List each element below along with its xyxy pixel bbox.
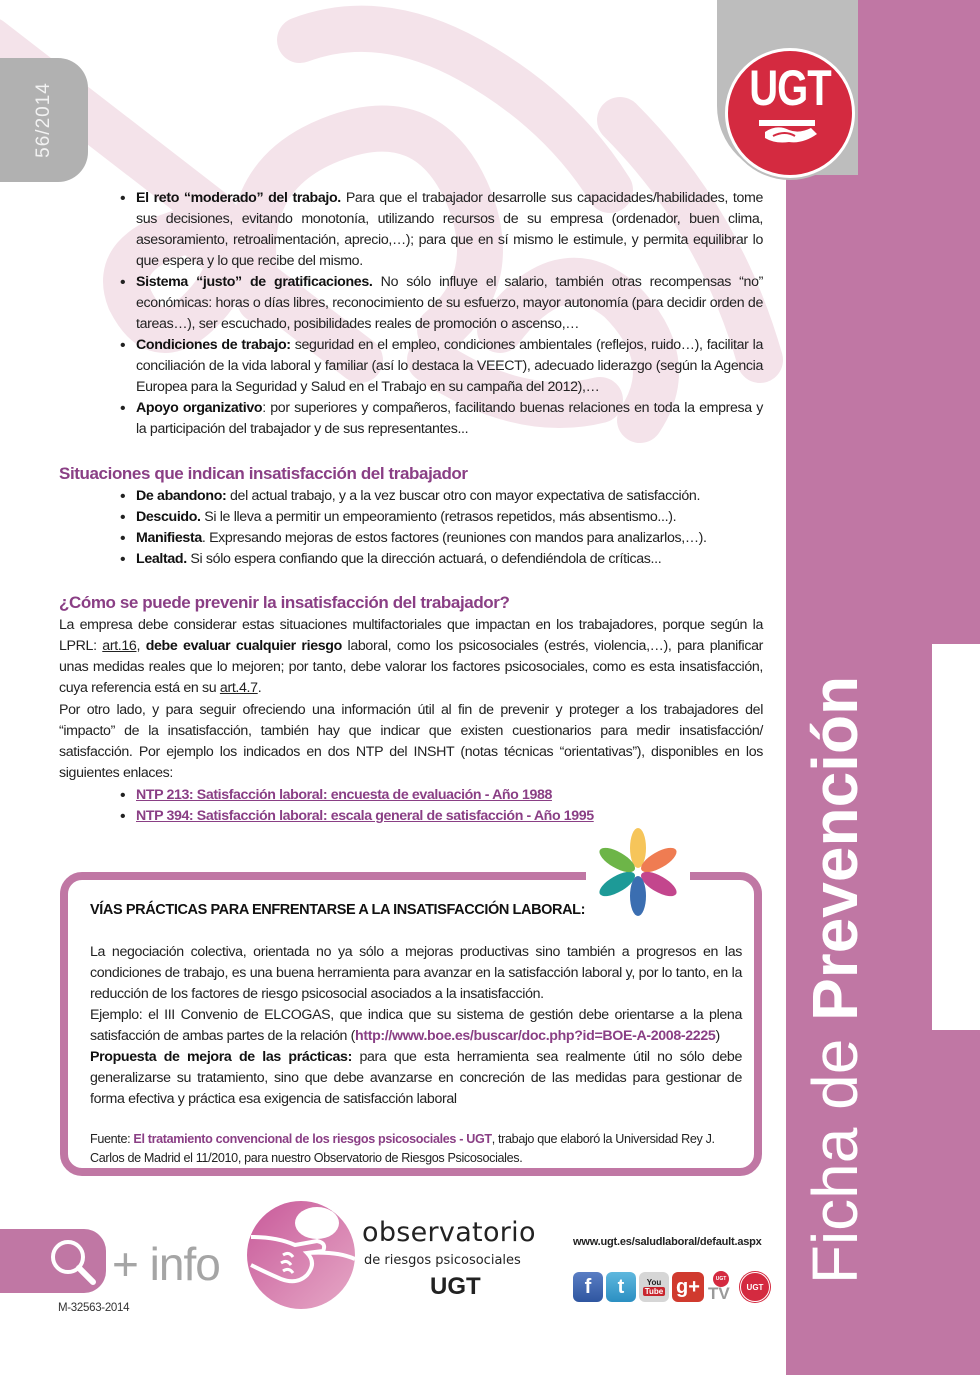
art47-link[interactable]: art.4.7 — [219, 680, 258, 696]
ntp-394-link[interactable]: NTP 394: Satisfacción laboral: escala general de satisfacción - Año 1995 — [136, 808, 594, 824]
document-type-title — [790, 640, 880, 1320]
box-body: La negociación colectiva, orientada no ya sólo a mejoras productivas sino también a progresos en las condiciones de trabajo, es una buena herramienta para avanzar en la satisfacción laboral y, por lo tanto, en la reducción de los factores de riesgo psicosocial asociados a la insatisfacción. Ejemplo: el III Convenio de ELCOGAS, que indica que su sistema de gestión debe orientarse a la plena satisfacción de ambas partes de la relación (http://www.boe.es/buscar/doc.php?id=BOE-A-2008-2225) Propuesta de mejora de las prácticas: para que esta herramienta sea realmente útil no sólo debe generalizarse su tratamiento, sino que debe avanzarse en concreción de las medidas para gestionar de forma efectiva y práctica esa exigencia de satisfacción laboral — [90, 944, 742, 1107]
box-title: VÍAS PRÁCTICAS PARA ENFRENTARSE A LA INSATISFACCIÓN LABORAL: — [90, 902, 586, 918]
facebook-icon[interactable]: f — [573, 1272, 603, 1302]
twitter-icon[interactable]: t — [606, 1272, 636, 1302]
list-item: • Lealtad. Si sólo espera confiando que la dirección actuará, o defendiéndola de críticas... — [118, 549, 763, 570]
list-item: • Apoyo organizativo: por superiores y compañeros, facilitando buenas relaciones en toda la empresa y la participación del trabajador y de sus representantes... — [118, 398, 763, 440]
ntp-links — [118, 785, 638, 827]
art16-link[interactable]: art.16 — [102, 638, 137, 654]
ugt-tv-icon[interactable]: UGT TV — [707, 1271, 737, 1303]
handshake-icon — [755, 114, 825, 148]
ntp-213-link[interactable]: NTP 213: Satisfacción laboral: encuesta de evaluación - Año 1988 — [136, 787, 552, 803]
issue-number: 56/2014 — [33, 82, 54, 158]
social-links — [573, 1271, 770, 1303]
website-link[interactable]: www.ugt.es/saludlaboral/default.aspx — [573, 1236, 762, 1248]
ugt-logo — [725, 48, 855, 178]
list-item — [118, 785, 638, 806]
boe-link[interactable]: http://www.boe.es/buscar/doc.php?id=BOE-A-2008-2225 — [355, 1028, 716, 1044]
observatory-org: UGT — [430, 1273, 481, 1300]
title-light: Ficha de — [799, 1020, 871, 1285]
observatory-title: observatorio — [362, 1217, 536, 1248]
observatory-subtitle: de riesgos psicosociales — [364, 1253, 521, 1268]
ugt-icon[interactable]: UGT — [740, 1272, 770, 1302]
observatory-logo-icon — [247, 1201, 355, 1309]
source-link[interactable]: El tratamiento convencional de los riesgos psicosociales - UGT — [133, 1132, 492, 1146]
sidebar-band-top — [858, 0, 980, 200]
title-bold: Prevención — [799, 675, 871, 1021]
list-item: • Sistema “justo” de gratificaciones. No sólo influye el salario, también otras recompensas “no” económicas: horas o días libres, reconocimiento de su esfuerzo, mayor autonomía (para decidir orden de tareas…), ser escuchado, posibilidades reales de promoción o ascenso,… — [118, 272, 763, 335]
box-source: Fuente: El tratamiento convencional de los riesgos psicosociales - UGT, trabajo que elaboró la Universidad Rey J. Carlos de Madrid el 11/2010, para nuestro Observatorio de Riesgos Psicosociales. — [90, 1132, 715, 1165]
list-item: • Condiciones de trabajo: seguridad en el empleo, condiciones ambientales (reflejos, ruido…), facilitar la conciliación de la vida laboral y familiar (así lo destaca la VEECT), adecuado liderazgo (según la Agencia Europea para la Seguridad y Salud en el Trabajo en su campaña del 2012),… — [118, 335, 763, 398]
sidebar-white-block — [932, 644, 980, 1030]
prevention-paragraph-2: Por otro lado, y para seguir ofreciendo una información útil al fin de prevenir y proteger a los trabajadores del “impacto” de la insatisfacción, también hay que indicar que existen cuestionarios para medir insatisfacción/ satisfacción. Por ejemplo los indicados en dos NTP del INSHT (notas técnicas “orientativas”), disponibles en los siguientes enlaces: — [59, 702, 763, 781]
prevention-heading: ¿Cómo se puede prevenir la insatisfacción del trabajador? — [59, 593, 510, 612]
list-item: • De abandono: del actual trabajo, y a la vez buscar otro con mayor expectativa de satisfacción. — [118, 486, 763, 507]
situations-list — [118, 486, 763, 570]
youtube-icon[interactable]: You Tube — [639, 1272, 669, 1302]
flower-icon — [593, 826, 683, 918]
legal-deposit: M-32563-2014 — [58, 1302, 130, 1314]
google-plus-icon[interactable]: g+ — [672, 1272, 704, 1302]
list-item: • Manifiesta. Expresando mejoras de estos factores (reuniones con mandos para analizarlos,…). — [118, 528, 763, 549]
magnifier-icon — [0, 1229, 106, 1293]
list-item — [118, 806, 638, 827]
factors-list — [118, 188, 763, 440]
more-info-label: + info — [112, 1238, 220, 1290]
prevention-paragraph-1: La empresa debe considerar estas situaciones multifactoriales que impactan en los trabajadores, porque según la LPRL: art.16, debe evaluar cualquier riesgo laboral, como los psicosociales (estrés, violencia,…), para planificar unas medidas reales que lo mejoren; por tanto, debe valorar los factores psicosociales, como es esta insatisfacción, cuya referencia está en su art.4.7. — [59, 617, 763, 696]
situations-heading: Situaciones que indican insatisfacción del trabajador — [59, 464, 468, 483]
ugt-logo-text: UGT — [749, 60, 831, 116]
more-info-button[interactable] — [0, 1229, 106, 1293]
list-item: • Descuido. Si le lleva a permitir un empeoramiento (retrasos repetidos, más absentismo...). — [118, 507, 763, 528]
list-item: • El reto “moderado” del trabajo. Para que el trabajador desarrolle sus capacidades/habilidades, tome sus decisiones, evitando monotonía, utilizando recursos de su empresa (ordenador, buen clima, asesoramiento, retroalimentación, aprecio,…); para que en sí mismo le estimule, y permita equilibrar lo que espera y lo que recibe del mismo. — [118, 188, 763, 272]
issue-number-tab — [0, 58, 88, 182]
